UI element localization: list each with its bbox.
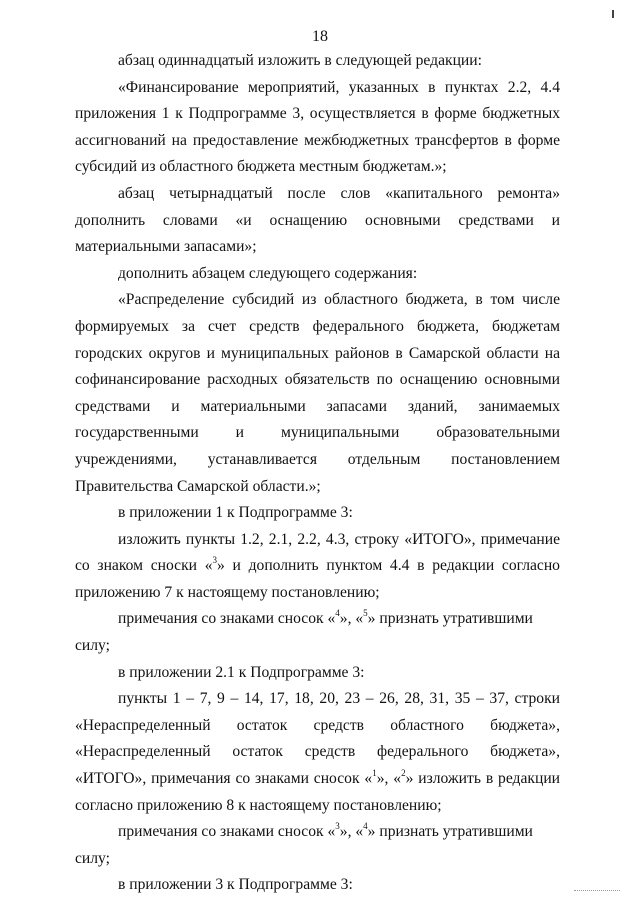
paragraph-5: «Распределение субсидий из областного бюджета, в том числе формируемых за счет средств федерального бюджета, бюджетам городских округов и муниципальных районов в Самарской области на софинансирование расходных обязательств по оснащению основными средствами и материальными запасами зданий, занимаемых государственными и муниципальными образовательными учреждениями, устанавливается отдельным постановлением Правительства Самарской области.»; <box>75 291 560 495</box>
document-body <box>75 48 560 899</box>
scan-artifact-bottom <box>574 890 620 891</box>
paragraph-10-text-c: » изложить в редакции согласно приложению 8 к настоящему постановлению; <box>75 770 561 814</box>
scan-artifact-top <box>612 10 614 18</box>
footnote-mark: 4 <box>335 608 340 619</box>
paragraph-11-text-b: », « <box>339 823 364 841</box>
paragraph-8-text-a: примечания со знаками сносок « <box>118 610 336 628</box>
paragraph-7 <box>75 527 560 607</box>
page-number: 18 <box>312 28 328 45</box>
paragraph-10 <box>75 686 560 819</box>
paragraph-11-text-a: примечания со знаками сносок « <box>118 823 336 841</box>
paragraph-9: в приложении 2.1 к Подпрограмме 3: <box>118 663 365 681</box>
paragraph-8 <box>75 606 560 659</box>
paragraph-11 <box>75 819 560 872</box>
footnote-mark: 4 <box>363 821 368 832</box>
paragraph-12: в приложении 3 к Подпрограмме 3: <box>118 876 353 894</box>
paragraph-8-text-c: » признать утратившими силу; <box>75 610 533 655</box>
footnote-mark: 2 <box>401 767 406 778</box>
paragraph-1: абзац одиннадцатый изложить в следующей редакции: <box>118 52 482 69</box>
paragraph-3: абзац четырнадцатый после слов «капитального ремонта» дополнить словами «и оснащению основными средствами и материальными запасами»; <box>75 184 560 256</box>
footnote-mark: 3 <box>212 555 218 566</box>
paragraph-10-text-a: пункты 1 – 7, 9 – 14, 17, 18, 20, 23 – 26, 28, 31, 35 – 37, строки «Нераспределенный остаток средств областного бюджета», «Нераспределенный остаток средств федерального бюджета», «ИТОГО», примечания со знаками сносок « <box>75 690 560 788</box>
paragraph-10-text-b: », « <box>376 770 402 788</box>
paragraph-8-text-b: », « <box>339 610 364 628</box>
paragraph-4: дополнить абзацем следующего содержания: <box>118 264 418 282</box>
paragraph-7-text-b: » и дополнить пунктом 4.4 в редакции согласно приложению 7 к настоящему постановлению; <box>75 557 560 601</box>
footnote-mark: 1 <box>372 767 377 778</box>
footnote-mark: 5 <box>363 608 368 619</box>
footnote-mark: 3 <box>335 821 340 832</box>
paragraph-6: в приложении 1 к Подпрограмме 3: <box>118 504 353 522</box>
paragraph-2: «Финансирование мероприятий, указанных в пунктах 2.2, 4.4 приложения 1 к Подпрограмме 3, осуществляется в форме бюджетных ассигнований на предоставление межбюджетных трансфертов в форме субсидий из областного бюджета местным бюджетам.»; <box>75 78 560 176</box>
paragraph-11-text-c: » признать утратившими силу; <box>75 823 533 867</box>
paragraph-7-text-a: изложить пункты 1.2, 2.1, 2.2, 4.3, строку «ИТОГО», примечание со знаком сноски « <box>75 530 560 575</box>
